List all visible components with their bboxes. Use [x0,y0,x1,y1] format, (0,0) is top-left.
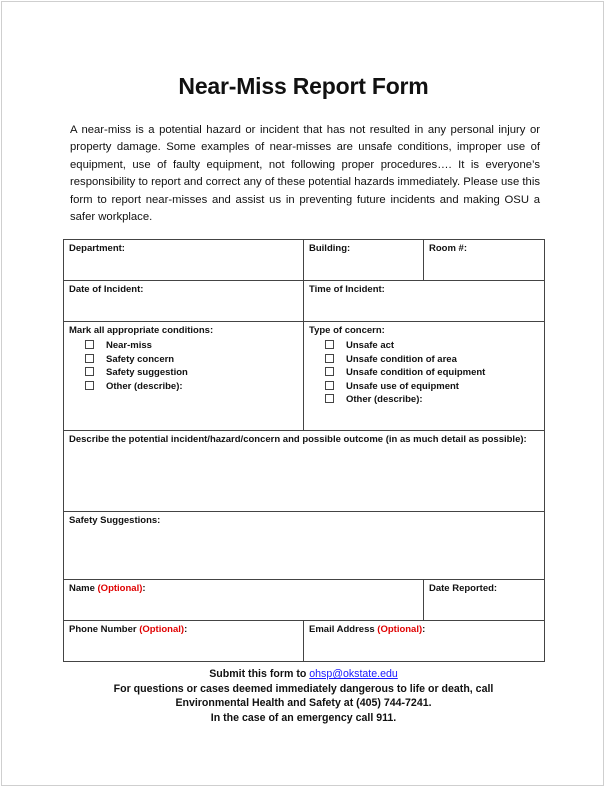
building-field[interactable] [304,240,424,281]
concern-unsafe-area[interactable]: Unsafe condition of area [325,353,539,367]
concern-unsafe-use[interactable]: Unsafe use of equipment [325,380,539,394]
time-of-incident-label: Time of Incident: [309,284,385,295]
date-of-incident-field[interactable] [64,281,304,322]
footer-line-questions: For questions or cases deemed immediately dangerous to life or death, call [113,682,494,695]
checkbox[interactable] [85,340,94,349]
condition-safety-concern[interactable]: Safety concern [85,353,298,367]
optional-tag: (Optional) [97,583,143,594]
checkbox[interactable] [325,394,334,403]
name-field[interactable] [64,580,424,621]
description-label: Describe the potential incident/hazard/concern and possible outcome (in as much detail as possible): [69,434,527,445]
email-field[interactable] [304,621,545,662]
email-label: Email Address (Optional): [309,624,426,635]
date-reported-field[interactable] [424,580,545,621]
concern-unsafe-equipment[interactable]: Unsafe condition of equipment [325,366,539,380]
checkbox[interactable] [325,340,334,349]
optional-tag: (Optional) [377,624,423,635]
safety-suggestions-field[interactable] [64,512,545,580]
concern-type-label: Type of concern: [309,325,385,336]
conditions-label: Mark all appropriate conditions: [69,325,214,336]
safety-suggestions-label: Safety Suggestions: [69,515,161,526]
conditions-section [64,322,304,431]
page-title: Near-Miss Report Form [178,73,429,99]
room-field[interactable] [424,240,545,281]
department-label: Department: [69,243,125,254]
department-field[interactable] [64,240,304,281]
phone-label: Phone Number (Optional): [69,624,188,635]
date-reported-label: Date Reported: [429,583,498,594]
concern-type-section [304,322,545,431]
submit-email-link[interactable]: ohsp@okstate.edu [309,668,398,680]
optional-tag: (Optional) [139,624,185,635]
concerns-list [325,339,539,407]
condition-other[interactable]: Other (describe): [85,380,298,394]
date-of-incident-label: Date of Incident: [69,284,144,295]
description-field[interactable] [64,431,545,512]
concern-other[interactable]: Other (describe): [325,393,539,407]
checkbox[interactable] [85,381,94,390]
submit-line: Submit this form to ohsp@okstate.edu [209,668,398,680]
building-label: Building: [309,243,351,254]
room-label: Room #: [429,243,467,254]
concern-unsafe-act[interactable]: Unsafe act [325,339,539,353]
report-form [63,239,545,662]
checkbox[interactable] [85,367,94,376]
footer-line-emergency: In the case of an emergency call 911. [210,711,397,724]
condition-safety-suggestion[interactable]: Safety suggestion [85,366,298,380]
conditions-list [85,339,298,393]
intro-paragraph: A near-miss is a potential hazard or incident that has not resulted in any personal injury or property damage. Some examples of near-misses are unsafe conditions, improper use of equipment, use of faulty equipment, not following proper procedures…. It is everyone’s responsibility to report and correct any of these potential hazards immediately. Please use this form to report near-misses and assist us in preventing future incidents and making OSU a safer workplace. [70,124,540,224]
condition-near-miss[interactable]: Near-miss [85,339,298,353]
footer-line-ehs: Environmental Health and Safety at (405) 744-7241. [175,697,432,710]
name-label: Name (Optional): [69,583,146,594]
checkbox[interactable] [325,381,334,390]
checkbox[interactable] [85,354,94,363]
phone-field[interactable] [64,621,304,662]
checkbox[interactable] [325,367,334,376]
time-of-incident-field[interactable] [304,281,545,322]
checkbox[interactable] [325,354,334,363]
footer [0,667,607,725]
